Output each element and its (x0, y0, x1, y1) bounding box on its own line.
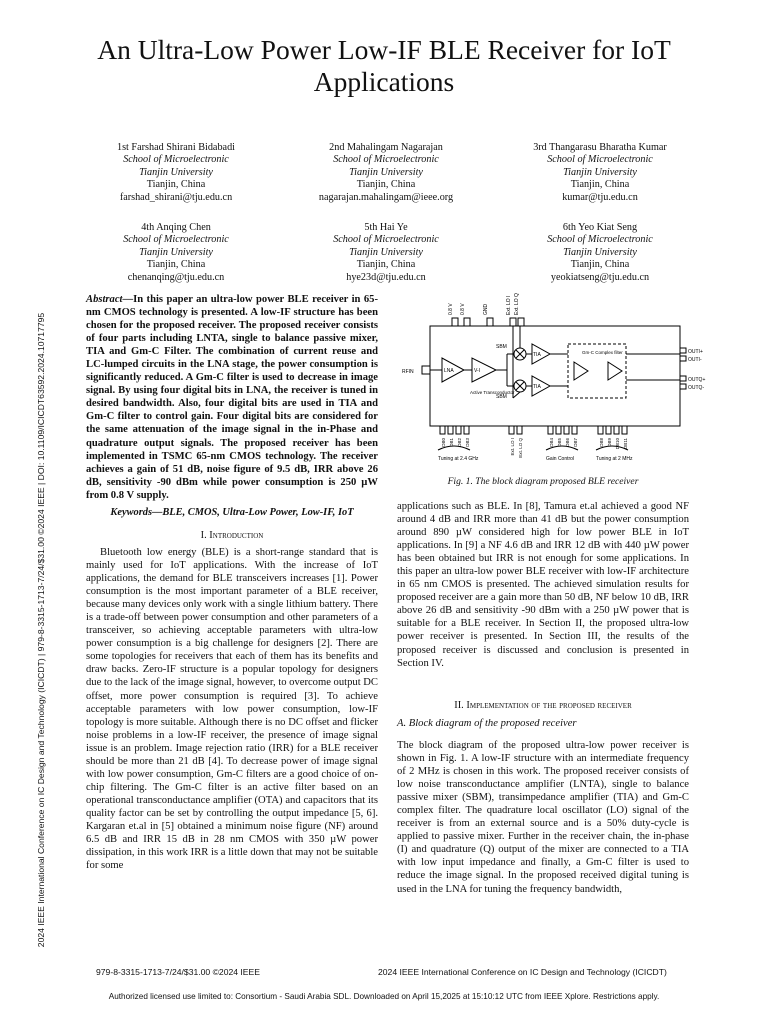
subsection-heading: A. Block diagram of the proposed receiver (397, 718, 577, 729)
introduction-paragraph: Bluetooth low energy (BLE) is a short-range standard that is mainly used for IoT applications. With the increase of IoT applications, the demand for BLE transceivers increases [1]. Power consumption is the most important parameter of a BLE receiver, because many devices only work with a single lithium battery. There is a trade-off between power consumption and other parameters of a transceiver, so achieving acceptable parameters with ultra-low power consumption is a big challenge for designers [2]. There are some topologies for receivers that each of them has its benefits and draw backs. Zero-IF structure is a popular topology for designers due to the lack of the image signal, however, to overcome output DC offset, more power consumption is required [3]. To achieve acceptable parameters with low power consumption, low-IF topology is more suitable. Although there is no DC offset and flicker noise problems in a low-IF receiver, the presence of image signal issue is an problem. Image rejection ratio (IRR) for a BLE receiver should be more than 21 dB [4]. To decrease power of image signal with low power consumption, Gm-C filters are a good choice of on-chip filtering. The Gm-C filter is an active filter based on an operational transconductance amplifier (OTA) and capacitors that its quality factor can be set by controlling the output impedance [5, 6]. Kargaran et.al in [5] obtained a minimum noise figure (NF) around 6.5 dB and IRR 15 dB in 28 nm CMOS with 350 µW power dissipation, in this work IRR is a little down that may not be suitable for some (86, 547, 379, 872)
output-label: OUTQ- (688, 385, 705, 391)
author-city: Tianjin, China (570, 179, 630, 191)
author-3 (500, 142, 700, 204)
lna-label: LNA (444, 368, 454, 374)
author-university: Tianjin University (349, 246, 423, 258)
block-diagram-figure (372, 288, 708, 468)
author-email: nagarajan.mahalingam@ieee.org (318, 191, 454, 203)
author-university: Tianjin University (139, 166, 213, 178)
sbm-top-label: SBM (496, 344, 507, 350)
abstract-body: —In this paper an ultra-low power BLE receiver in 65-nm CMOS technology is presented. A low-IF structure has been chosen for the proposed receiver. The proposed receiver consists of four parts including LNTA, single to balance passive mixer, TIA and Gm-C Filter. The combination of current reuse and LC-lumped circuits in the LNA stage, the power consumption is significantly reduced. A Gm-C filter is used to decrease in image signal. By using four digital bits in LNA, the receiver is tuned in desired bandwidth. Also, four digital bits are used in TIA and Gm-C filter to control gain. Four digital bits are considered for the same attenuation of the image signal in the in-Phase and quadrature output signals. The proposed receiver has been implemented in TSMC 65-nm CMOS technology. The receiver achieves a gain of 51 dB, noise figure of 9.5 dB, IRR above 26 dB, sensitivity -90 dBm while power consumption is 250 µW from 0.8 V supply. (86, 294, 378, 501)
rfin-label: RFIN (402, 369, 414, 375)
author-city: Tianjin, China (356, 179, 416, 191)
gain-control-label: Gain Control (546, 456, 575, 462)
author-name: 4th Anqing Chen (141, 222, 211, 233)
author-name: 3rd Thangarasu Bharatha Kumar (533, 142, 667, 153)
pin-label: DB8 (599, 438, 604, 447)
author-email: kumar@tju.edu.cn (562, 191, 638, 203)
author-org: School of Microelectronic (547, 234, 653, 246)
author-email: farshad_shirani@tju.edu.cn (119, 191, 233, 203)
right-column-text-1 (397, 500, 689, 670)
pin-label: 0.8 V (460, 303, 466, 315)
author-name: 5th Hai Ye (364, 222, 408, 233)
author-org: School of Microelectronic (333, 234, 439, 246)
right-paragraph-2: The block diagram of the proposed ultra-low power receiver is shown in Fig. 1. A low-IF structure with an intermediate frequency of 2 MHz is chosen in this work. The proposed receiver consists of low noise transconductance amplifier (LNTA), single to balance passive mixer (SBM), transimpedance amplifier (TIA) and Gm-C complex filter. The quadrature local oscillator (LO) signal of the receiver is from an external source and is a 50% duty-cycle is applied to passive mixer. Further in the receiver chain, the in-phase (I) and quadrature (Q) output of the mixer are connected to a TIA with low input impedance and finally, a Gm-C filter is used to reduce the image signal. In the proposed received digital tuning is used in the LNA for tuning the frequency bandwidth, (397, 740, 689, 895)
abstract (86, 293, 378, 502)
paper-title: An Ultra-Low Power Low-IF BLE Receiver for IoT Applications (97, 34, 671, 97)
author-org: School of Microelectronic (123, 234, 229, 246)
doi-sidebar (34, 300, 48, 960)
pin-label: DB2 (457, 438, 462, 447)
author-university: Tianjin University (139, 246, 213, 258)
pin-label: DB1 (449, 438, 454, 447)
pin-label: DB7 (573, 438, 578, 447)
author-email: hye23d@tju.edu.cn (346, 271, 426, 283)
output-label: OUTI+ (688, 349, 703, 355)
pin-label: DB0 (441, 438, 446, 447)
pin-label: Ext. LO I (510, 438, 515, 456)
pin-label: Ext. LO Q (514, 293, 520, 315)
output-label: OUTI- (688, 357, 702, 363)
author-email: yeokiatseng@tju.edu.cn (550, 271, 650, 283)
rfin-pad (422, 366, 430, 374)
author-org: School of Microelectronic (123, 154, 229, 166)
author-6 (500, 222, 700, 284)
author-org: School of Microelectronic (547, 154, 653, 166)
doi-sidebar-text: 2024 IEEE International Conference on IC Design and Technology (ICICDT) | 979-8-3315-1713-7/24/$31.00 ©2024 IEEE | DOI: 10.1109/ICICDT63592.2024.10717795 (36, 312, 46, 948)
section-heading-implementation: II. Implementation of the proposed receiver (454, 700, 632, 711)
output-label: OUTQ+ (688, 377, 706, 383)
author-name: 1st Farshad Shirani Bidabadi (117, 142, 235, 153)
pin-label: DB3 (465, 438, 470, 447)
author-name: 2nd Mahalingam Nagarajan (329, 142, 443, 153)
chip-boundary (430, 326, 680, 426)
pin-label: 0.8 V (448, 303, 454, 315)
active-transconductor-label: Active Transconductor (470, 390, 515, 395)
pin-label: DB6 (565, 438, 570, 447)
pin-label: DB5 (557, 438, 562, 447)
author-1 (76, 142, 276, 204)
author-name: 6th Yeo Kiat Seng (562, 222, 638, 233)
pin-label: DB4 (549, 438, 554, 447)
tuning-filter-label: Tuning at 2 MHz (596, 456, 633, 462)
abstract-lead: Abstract (86, 294, 123, 305)
author-email: chenanqing@tju.edu.cn (127, 271, 225, 283)
pin-label: Ext. LO Q (518, 438, 523, 458)
author-org: School of Microelectronic (333, 154, 439, 166)
vi-label: V-I (474, 368, 481, 374)
footer-license: Authorized licensed use limited to: Consortium - Saudi Arabia SDL. Downloaded on April 15,2025 at 15:10:12 UTC from IEEE Xplore. Restrictions apply. (108, 992, 660, 1001)
author-city: Tianjin, China (146, 179, 206, 191)
pin-label: GND (483, 303, 489, 315)
footer-conference: 2024 IEEE International Conference on IC Design and Technology (ICICDT) (378, 967, 667, 977)
author-5 (286, 222, 486, 284)
tia-bottom-label: TIA (533, 384, 541, 390)
author-university: Tianjin University (349, 166, 423, 178)
figure-caption: Fig. 1. The block diagram proposed BLE receiver (447, 476, 639, 487)
pin-label: DB10 (615, 438, 620, 450)
introduction-text (86, 546, 378, 872)
author-city: Tianjin, China (146, 259, 206, 271)
gmc-label: Gm-C Complex filter (582, 350, 623, 355)
author-4 (76, 222, 276, 284)
keywords: Keywords—BLE, CMOS, Ultra-Low Power, Low-IF, IoT (110, 507, 354, 518)
sbm-bottom-label: SBM (496, 394, 507, 400)
author-city: Tianjin, China (356, 259, 416, 271)
author-2 (286, 142, 486, 204)
right-paragraph-1: applications such as BLE. In [8], Tamura et.al achieved a good NF around 4 dB and IRR more than 41 dB but the power consumption around 890 µW considered high for low power BLE in IoT applications. In [9] a NF 4.6 dB and IRR 12 dB with 440 µW power has been obtained but IRR is not enough for some applications. In this paper an ultra-low power BLE receiver with low-IF architecture in 65 nm CMOS is presented. The achieved simulation results for proposed receiver are a gain more than 50 dB, NF below 10 dB, IRR above 26 dB and sensitivity -90 dBm with a 250 µW power that is suitable for a BLE receiver. In Section II, the proposed ultra-low power receiver is presented. In Section III, the results of the proposed receiver is discussed and conclusion is presented in Section IV. (397, 501, 689, 669)
author-city: Tianjin, China (570, 259, 630, 271)
pin-label: DB9 (607, 438, 612, 447)
tuning-lna-label: Tuning at 2.4 GHz (438, 456, 479, 462)
tia-top-label: TIA (533, 352, 541, 358)
pin-label: Ext. LO I (506, 295, 512, 315)
pin-label: DB11 (623, 438, 628, 449)
footer-copyright: 979-8-3315-1713-7/24/$31.00 ©2024 IEEE (96, 967, 261, 977)
right-column-text-2 (397, 739, 689, 896)
author-university: Tianjin University (563, 246, 637, 258)
section-heading-introduction: I. Introduction (200, 530, 264, 541)
author-university: Tianjin University (563, 166, 637, 178)
